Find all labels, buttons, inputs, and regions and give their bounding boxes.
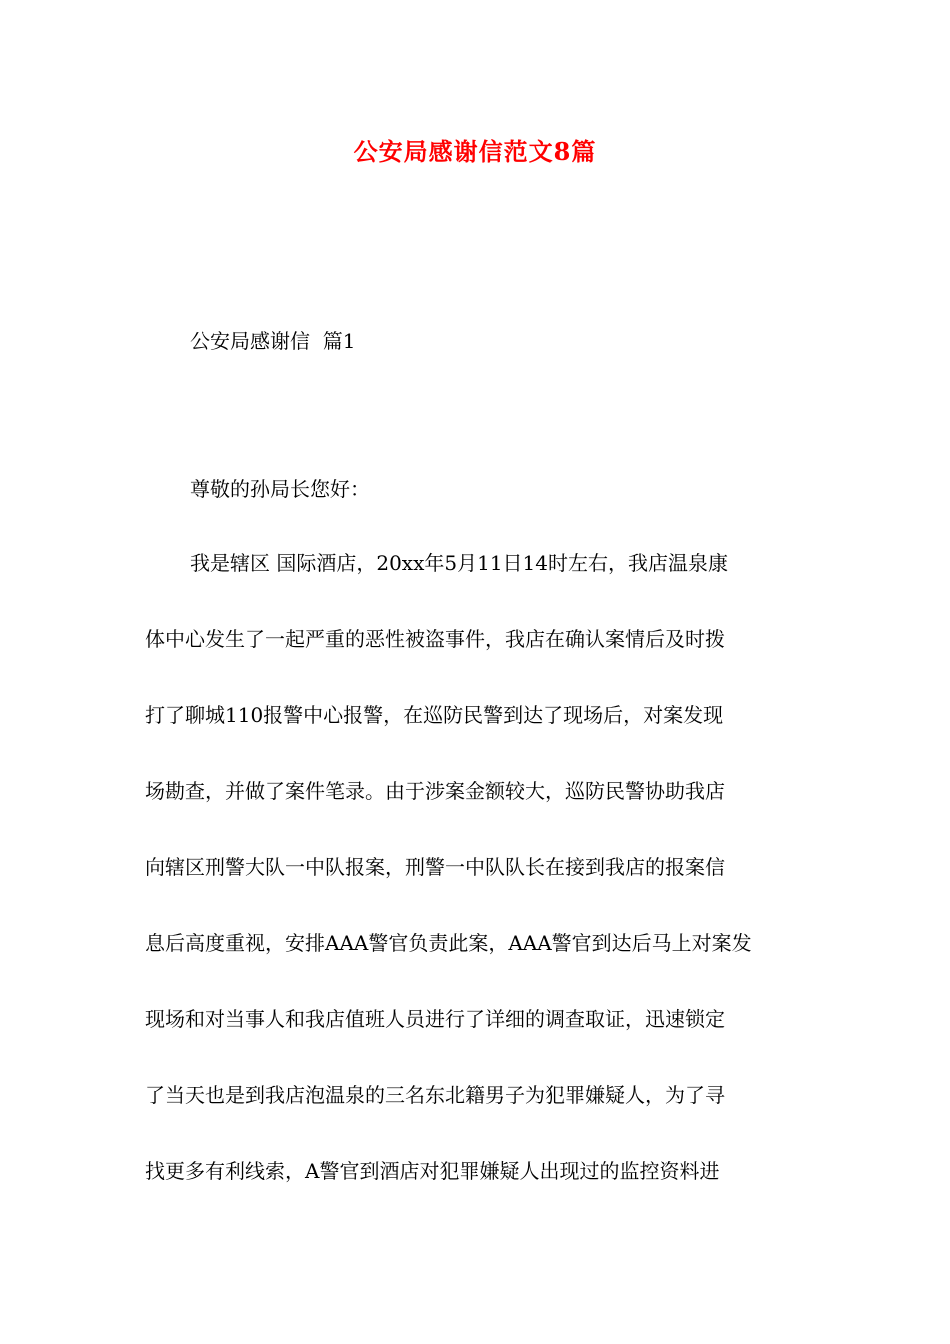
salutation: 尊敬的孙局长您好： [190,477,370,501]
body-line: 体中心发生了一起严重的恶性被盗事件，我店在确认案情后及时拨 [145,627,725,651]
body-line: 场勘查，并做了案件笔录。由于涉案金额较大，巡防民警协助我店 [145,779,725,803]
section-heading: 公安局感谢信 篇1 [190,329,356,353]
body-line: 我是辖区 国际酒店，20xx年5月11日14时左右，我店温泉康 [190,551,728,575]
body-line: 向辖区刑警大队一中队报案，刑警一中队队长在接到我店的报案信 [145,855,725,879]
body-line: 息后高度重视，安排AAA警官负责此案，AAA警官到达后马上对案发 [145,931,752,955]
body-line: 了当天也是到我店泡温泉的三名东北籍男子为犯罪嫌疑人，为了寻 [145,1083,725,1107]
body-line: 找更多有利线索，A警官到酒店对犯罪嫌疑人出现过的监控资料进 [145,1159,720,1183]
body-line: 现场和对当事人和我店值班人员进行了详细的调查取证，迅速锁定 [145,1007,725,1031]
document-title: 公安局感谢信范文8篇 [353,137,597,166]
body-line: 打了聊城110报警中心报警，在巡防民警到达了现场后，对案发现 [145,703,724,727]
